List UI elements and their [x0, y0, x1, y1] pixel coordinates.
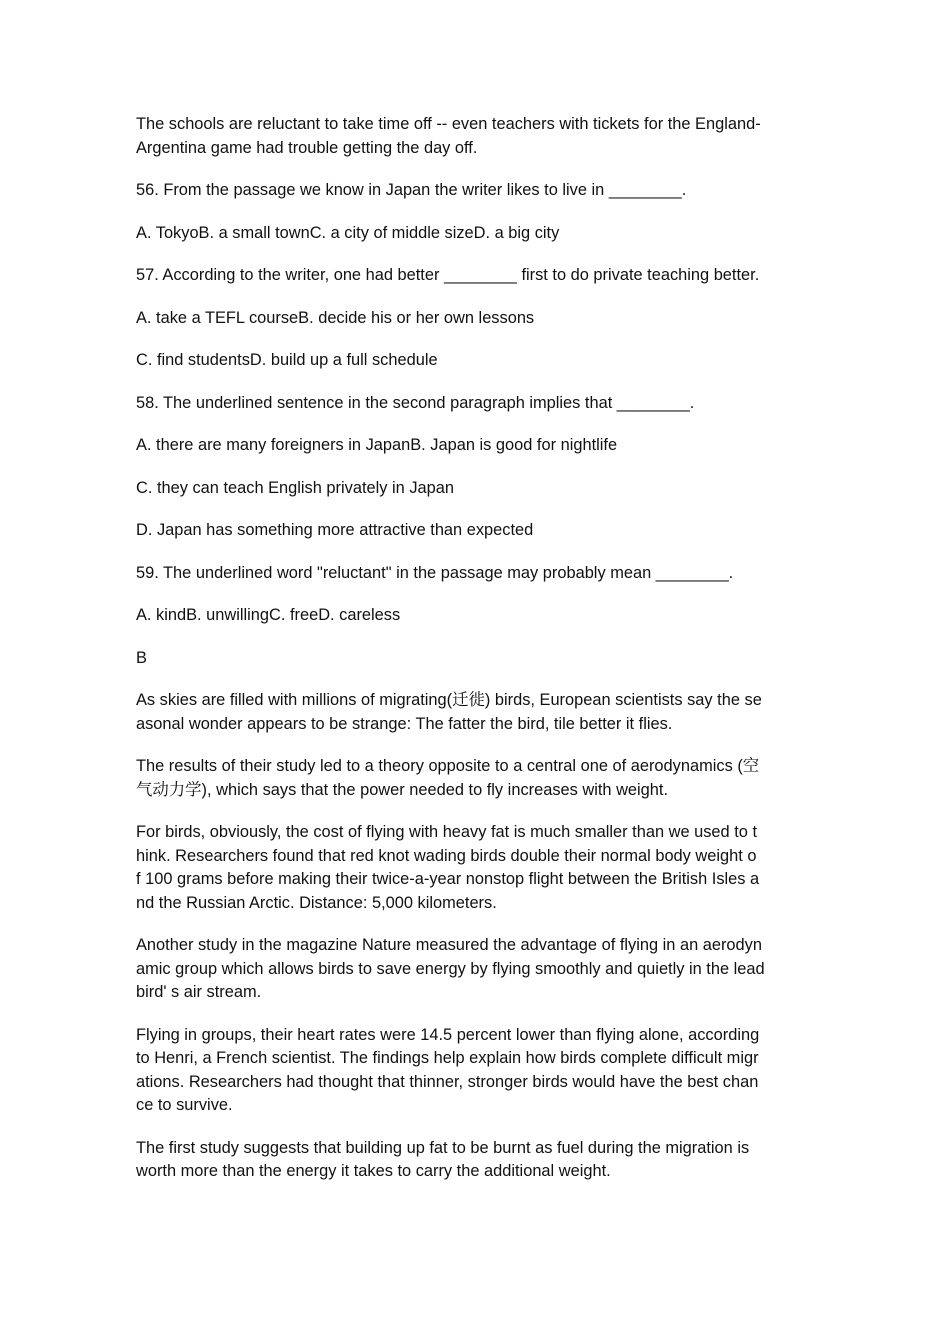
- question-58-option-d: D. Japan has something more attractive than expected: [136, 521, 534, 539]
- passage-b-paragraph-3: For birds, obviously, the cost of flying with heavy fat is much smaller than we used to t hink. Researchers found that red knot wading birds double their normal body weight o f 100 grams before making their twice-a-year nonstop flight between the British Isles a nd the Russian Arctic. Distance: 5,000 kilometers.: [136, 823, 760, 912]
- question-56: 56. From the passage we know in Japan the writer likes to live in ________.: [136, 181, 687, 199]
- question-58: 58. The underlined sentence in the second paragraph implies that ________.: [136, 393, 695, 412]
- document-body: [136, 113, 818, 1203]
- question-56-options: A. TokyoB. a small townC. a city of middle sizeD. a big city: [136, 223, 560, 242]
- section-heading-b: B: [136, 648, 147, 667]
- passage-b-paragraph-1: As skies are filled with millions of migrating(迁徙) birds, European scientists say the se asonal wonder appears to be strange: The fatter the bird, tile better it flies.: [136, 691, 762, 733]
- question-58-option-c: C. they can teach English privately in Japan: [136, 478, 454, 497]
- question-57-options-ab: A. take a TEFL courseB. decide his or her own lessons: [136, 308, 535, 327]
- passage-b-paragraph-4: Another study in the magazine Nature measured the advantage of flying in an aerodyn amic group which allows birds to save energy by flying smoothly and quietly in the lead bird' s air stream.: [136, 936, 765, 1001]
- question-57: 57. According to the writer, one had better ________ first to do private teaching better.: [136, 266, 760, 284]
- question-57-options-cd: C. find studentsD. build up a full schedule: [136, 351, 438, 369]
- passage-b-paragraph-5: Flying in groups, their heart rates were 14.5 percent lower than flying alone, according to Henri, a French scientist. The findings help explain how birds complete difficult migr ations. Researchers had thought that thinner, stronger birds would have the best chan ce to survive.: [136, 1025, 760, 1114]
- question-59: 59. The underlined word "reluctant" in the passage may probably mean ________.: [136, 563, 734, 582]
- question-58-options-ab: A. there are many foreigners in JapanB. Japan is good for nightlife: [136, 436, 618, 454]
- question-59-options: A. kindB. unwillingC. freeD. careless: [136, 606, 401, 624]
- passage-b-paragraph-6: The first study suggests that building up fat to be burnt as fuel during the migration is worth more than the energy it takes to carry the additional weight.: [136, 1138, 750, 1180]
- passage-paragraph-schools: The schools are reluctant to take time off -- even teachers with tickets for the England- Argentina game had trouble getting the day off.: [136, 115, 761, 157]
- passage-b-paragraph-2: The results of their study led to a theory opposite to a central one of aerodynamics (空 气动力学), which says that the power needed to fly increases with weight.: [136, 757, 760, 799]
